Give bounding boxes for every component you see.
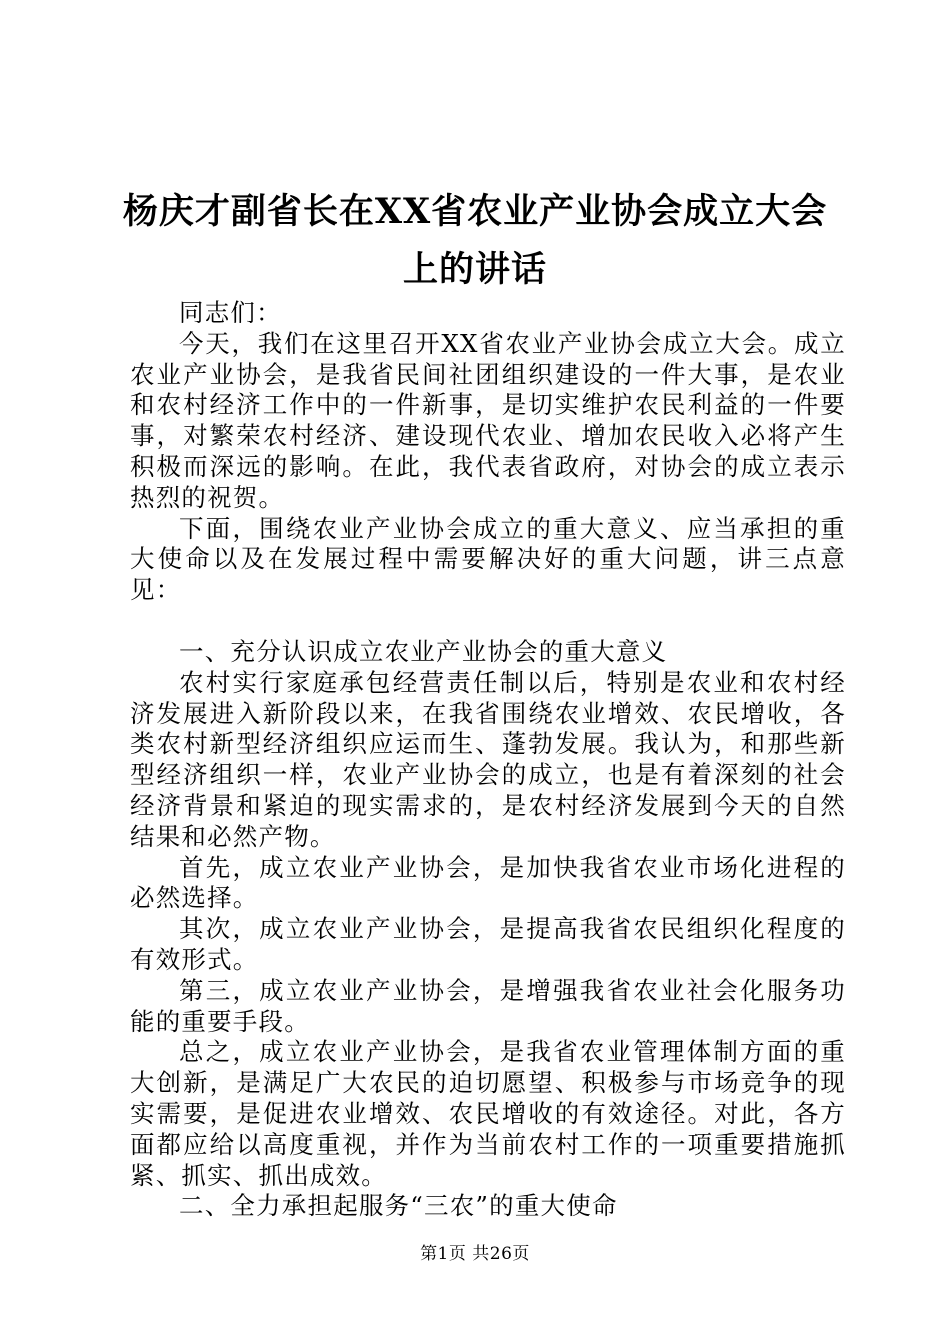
page-number: 第1页 共26页 — [420, 1244, 530, 1264]
paragraph: 下面，围绕农业产业协会成立的重大意义、应当承担的重大使命以及在发展过程中需要解决好的重大问题，讲三点意见： — [130, 513, 846, 605]
paragraph: 第三，成立农业产业协会，是增强我省农业社会化服务功能的重要手段。 — [130, 975, 846, 1036]
section-heading: 二、全力承担起服务“三农”的重大使命 — [179, 1191, 618, 1221]
document-body — [130, 298, 846, 1222]
title-line-2: 上的讲话 — [402, 249, 547, 290]
paragraph: 其次，成立农业产业协会，是提高我省农民组织化程度的有效形式。 — [130, 914, 846, 974]
section-heading: 一、充分认识成立农业产业协会的重大意义 — [179, 636, 668, 666]
page-footer — [0, 1243, 950, 1265]
document-title — [120, 183, 830, 299]
paragraph: 总之，成立农业产业协会，是我省农业管理体制方面的重大创新，是满足广大农民的迫切愿望、积极参与市场竞争的现实需要，是促进农业增效、农民增收的有效途径。对此，各方面都应给以高度重视，并作为当前农村工作的一项重要措施抓紧、抓实、抓出成效。 — [130, 1037, 846, 1190]
paragraph: 农村实行家庭承包经营责任制以后，特别是农业和农村经济发展进入新阶段以来，在我省围绕农业增效、农民增收，各类农村新型经济组织应运而生、蓬勃发展。我认为，和那些新型经济组织一样，农业产业协会的成立，也是有着深刻的社会经济背景和紧迫的现实需求的，是农村经济发展到今天的自然结果和必然产物。 — [130, 667, 846, 851]
title-line-1: 杨庆才副省长在XX省农业产业协会成立大会 — [122, 191, 828, 232]
salutation: 同志们： — [179, 298, 282, 327]
paragraph: 今天，我们在这里召开XX省农业产业协会成立大会。成立农业产业协会，是我省民间社团组织建设的一件大事，是农业和农村经济工作中的一件新事，是切实维护农民利益的一件要事，对繁荣农村经济、建设现代农业、增加农民收入必将产生积极而深远的影响。在此，我代表省政府，对协会的成立表示热烈的祝贺。 — [130, 328, 846, 512]
paragraph: 首先，成立农业产业协会，是加快我省农业市场化进程的必然选择。 — [130, 852, 846, 913]
